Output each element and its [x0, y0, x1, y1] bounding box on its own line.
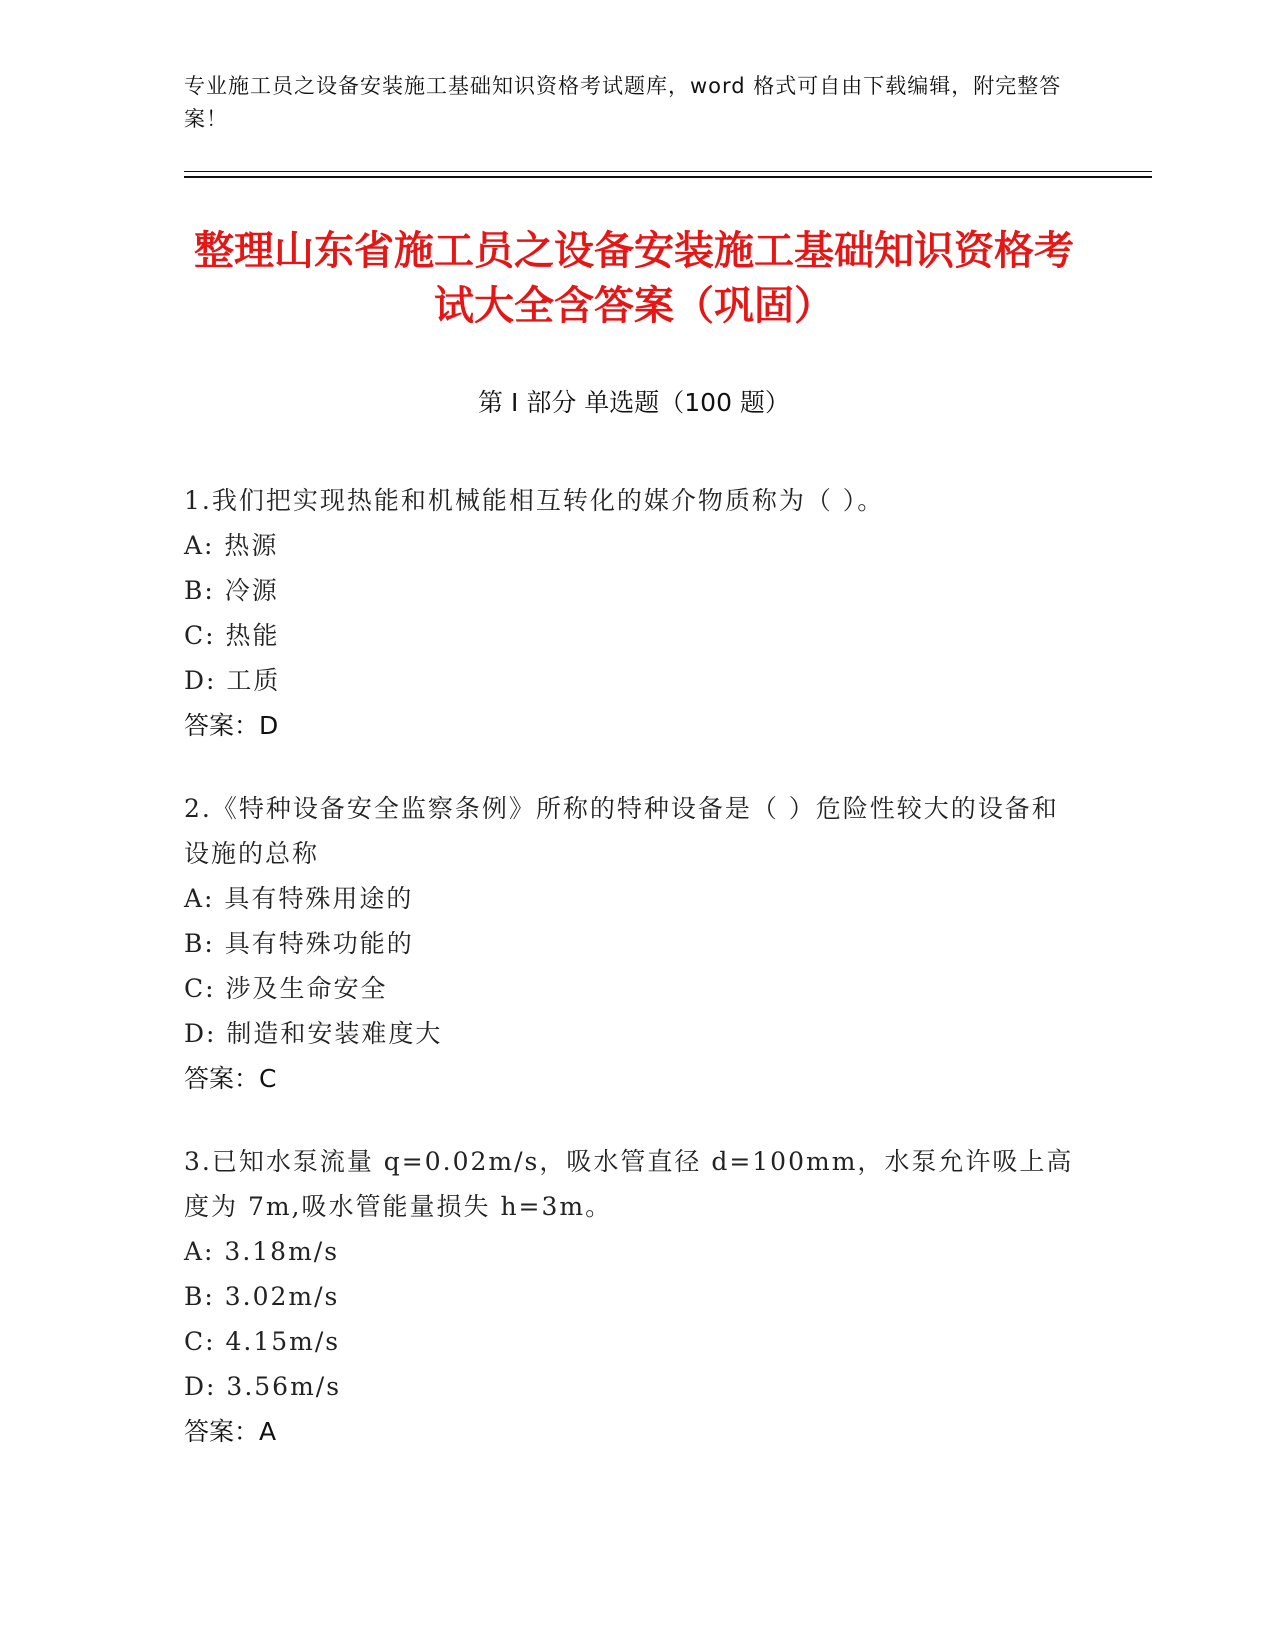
option-c: C: 热能	[184, 621, 280, 650]
answer-line: 答案：D	[184, 711, 279, 740]
header-divider-thin	[184, 171, 1152, 172]
question-stem: 3.已知水泵流量 q=0.02m/s，吸水管直径 d=100mm，水泵允许吸上高度为 7m,吸水管能量损失 h=3m。	[184, 1147, 1074, 1221]
question-stem: 1.我们把实现热能和机械能相互转化的媒介物质称为（ ）。	[184, 486, 885, 515]
section-heading: 第 I 部分 单选题（100 题）	[478, 388, 790, 417]
option-c: C: 涉及生命安全	[184, 974, 388, 1003]
answer-line: 答案：A	[184, 1417, 277, 1446]
question-list	[184, 478, 1084, 1492]
option-b: B: 3.02m/s	[184, 1282, 340, 1311]
option-b: B: 具有特殊功能的	[184, 929, 414, 958]
question-1	[184, 478, 1084, 748]
document-title: 整理山东省施工员之设备安装施工基础知识资格考试大全含答案（巩固）	[194, 228, 1074, 329]
header-divider-thick	[184, 176, 1152, 178]
option-a: A: 具有特殊用途的	[184, 884, 414, 913]
header-note: 专业施工员之设备安装施工基础知识资格考试题库，word 格式可自由下载编辑，附完整答案！	[184, 74, 1062, 131]
option-c: C: 4.15m/s	[184, 1327, 341, 1356]
option-a: A: 热源	[184, 531, 279, 560]
option-d: D: 工质	[184, 666, 281, 695]
option-a: A: 3.18m/s	[184, 1237, 340, 1266]
answer-line: 答案：C	[184, 1064, 277, 1093]
option-d: D: 3.56m/s	[184, 1372, 342, 1401]
option-b: B: 冷源	[184, 576, 279, 605]
question-3	[184, 1139, 1084, 1454]
option-d: D: 制造和安装难度大	[184, 1019, 443, 1048]
question-stem: 2.《特种设备安全监察条例》所称的特种设备是（ ）危险性较大的设备和设施的总称	[184, 794, 1059, 868]
question-2	[184, 786, 1084, 1101]
